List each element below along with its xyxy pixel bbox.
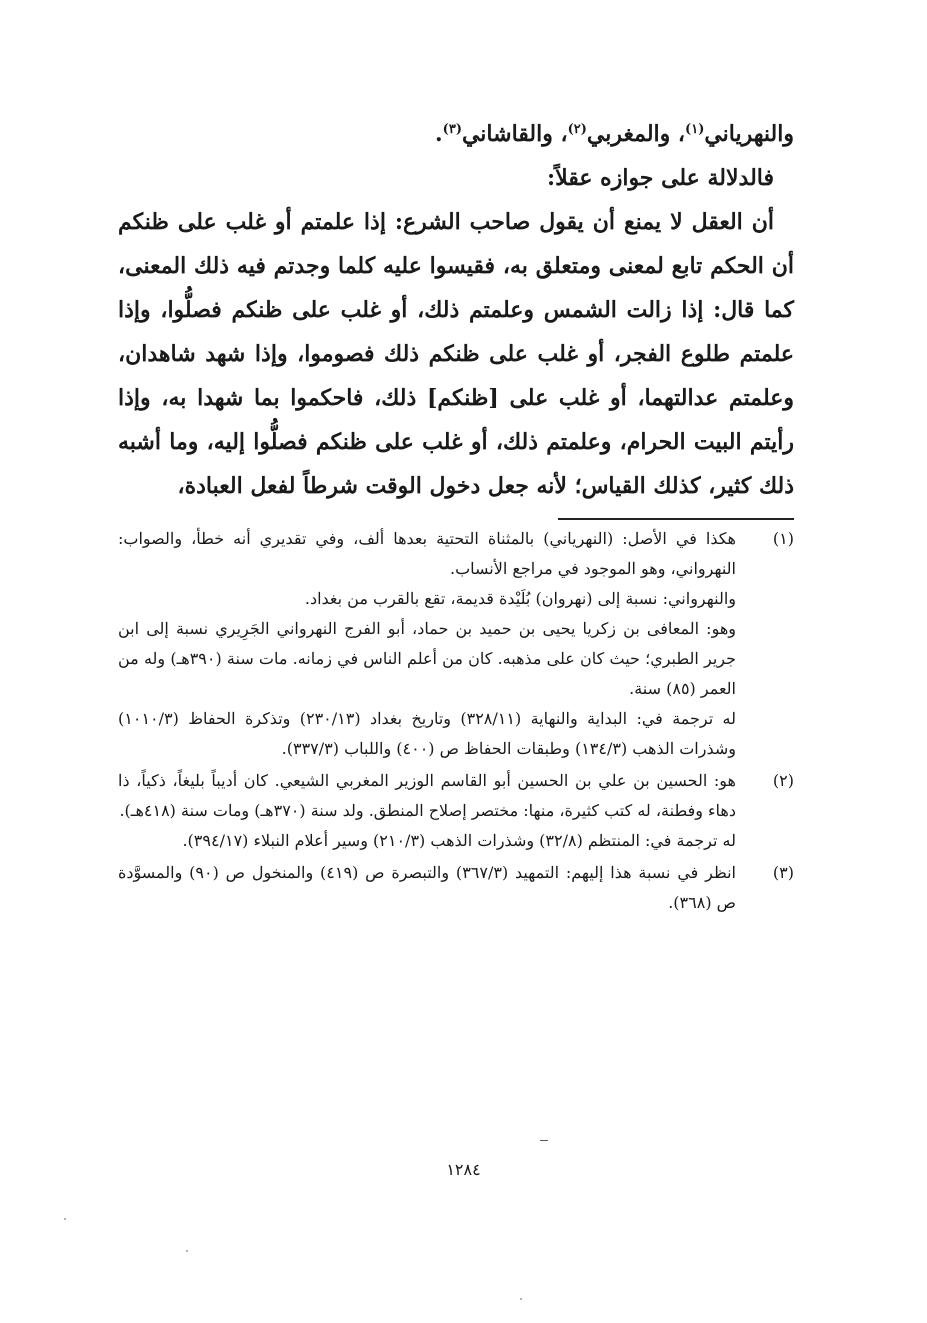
footnote-ref-1[interactable]: (١) <box>685 122 705 137</box>
footnote-2 <box>118 766 794 856</box>
footnote-paragraph: والنهرواني: نسبة إلى (نهروان) بُلَيْدة قديمة، تقع بالقرب من بغداد. <box>304 589 736 608</box>
scan-speck <box>520 1298 522 1300</box>
name-nahryani: والنهرياني <box>704 121 794 147</box>
main-text <box>118 112 794 508</box>
section-heading: فالدلالة على جوازه عقلاً: <box>547 165 774 191</box>
scan-speck <box>64 1218 66 1220</box>
footnotes-section <box>118 524 794 920</box>
line-end-period: . <box>435 121 443 147</box>
footnote-3 <box>118 858 794 918</box>
footnote-paragraph: هو: الحسين بن علي بن الحسين أبو القاسم الوزير المغربي الشيعي. كان أديباً بليغاً، ذكياً، ذا دهاء وفطنة، له كتب كثيرة، منها: مختصر إصلاح المنطق. ولد سنة (٣٧٠هـ) ومات سنة (٤١٨هـ). <box>118 771 736 820</box>
name-maghribi: ، والمغربي <box>586 121 686 147</box>
footnote-number: (١) <box>772 529 794 548</box>
footnote-paragraph: انظر في نسبة هذا إليهم: التمهيد (٣٦٧/٣) والتبصرة ص (٤١٩) والمنخول ص (٩٠) والمسوَّدة ص (٣٦٨). <box>118 863 737 912</box>
body-paragraph: أن العقل لا يمنع أن يقول صاحب الشرع: إذا علمتم أو غلب على ظنكم أن الحكم تابع لمعنى ومتعلق به، فقيسوا عليه كلما وجدتم فيه ذلك المعنى، كما قال: إذا زالت الشمس وعلمتم ذلك، أو غلب على ظنكم فصلُّوا، وإذا علمتم طلوع الفجر، أو غلب على ظنكم ذلك فصوموا، وإذا شهد شاهدان، وعلمتم عدالتهما، أو غلب على [ظنكم] ذلك، فاحكموا بما شهدا به، وإذا رأيتم البيت الحرام، وعلمتم ذلك، أو غلب على ظنكم فصلُّوا إليه، وما أشبه ذلك كثير، كذلك القياس؛ لأنه جعل دخول الوقت شرطاً لفعل العبادة، <box>118 209 794 499</box>
name-qashani: ، والقاشاني <box>461 121 568 147</box>
footnote-number: (٢) <box>772 771 794 790</box>
scan-speck <box>186 1250 188 1252</box>
footnote-paragraph: له ترجمة في: البداية والنهاية (٣٢٨/١١) وتاريخ بغداد (٢٣٠/١٣) وتذكرة الحفاظ (١٠١٠/٣) وشذرات الذهب (١٣٤/٣) وطبقات الحفاظ ص (٤٠٠) واللباب (٣٣٧/٣). <box>118 709 736 758</box>
footnote-number: (٣) <box>772 863 794 882</box>
footnote-paragraph: له ترجمة في: المنتظم (٣٢/٨) وشذرات الذهب (٢١٠/٣) وسير أعلام النبلاء (٣٩٤/١٧). <box>182 831 736 850</box>
end-mark <box>540 1140 548 1141</box>
page-number: ١٢٨٤ <box>446 1160 481 1179</box>
opening-line <box>118 112 794 156</box>
footnote-paragraph: هكذا في الأصل: (النهرياني) بالمثناة التحتية بعدها ألف، وفي تقديري أنه خطأ، والصواب: النهرواني، وهو الموجود في مراجع الأنساب. <box>118 529 736 578</box>
footnote-paragraph: وهو: المعافى بن زكريا يحيى بن حميد بن حماد، أبو الفرج النهرواني الجَرِيري نسبة إلى ابن جرير الطبري؛ حيث كان على مذهبه. كان من أعلم الناس في زمانه. مات سنة (٣٩٠هـ) وله من العمر (٨٥) سنة. <box>118 619 737 698</box>
footnote-1 <box>118 524 794 764</box>
footnote-ref-3[interactable]: (٣) <box>442 122 462 137</box>
footnote-separator <box>558 518 794 520</box>
footnote-ref-2[interactable]: (٢) <box>567 122 587 137</box>
